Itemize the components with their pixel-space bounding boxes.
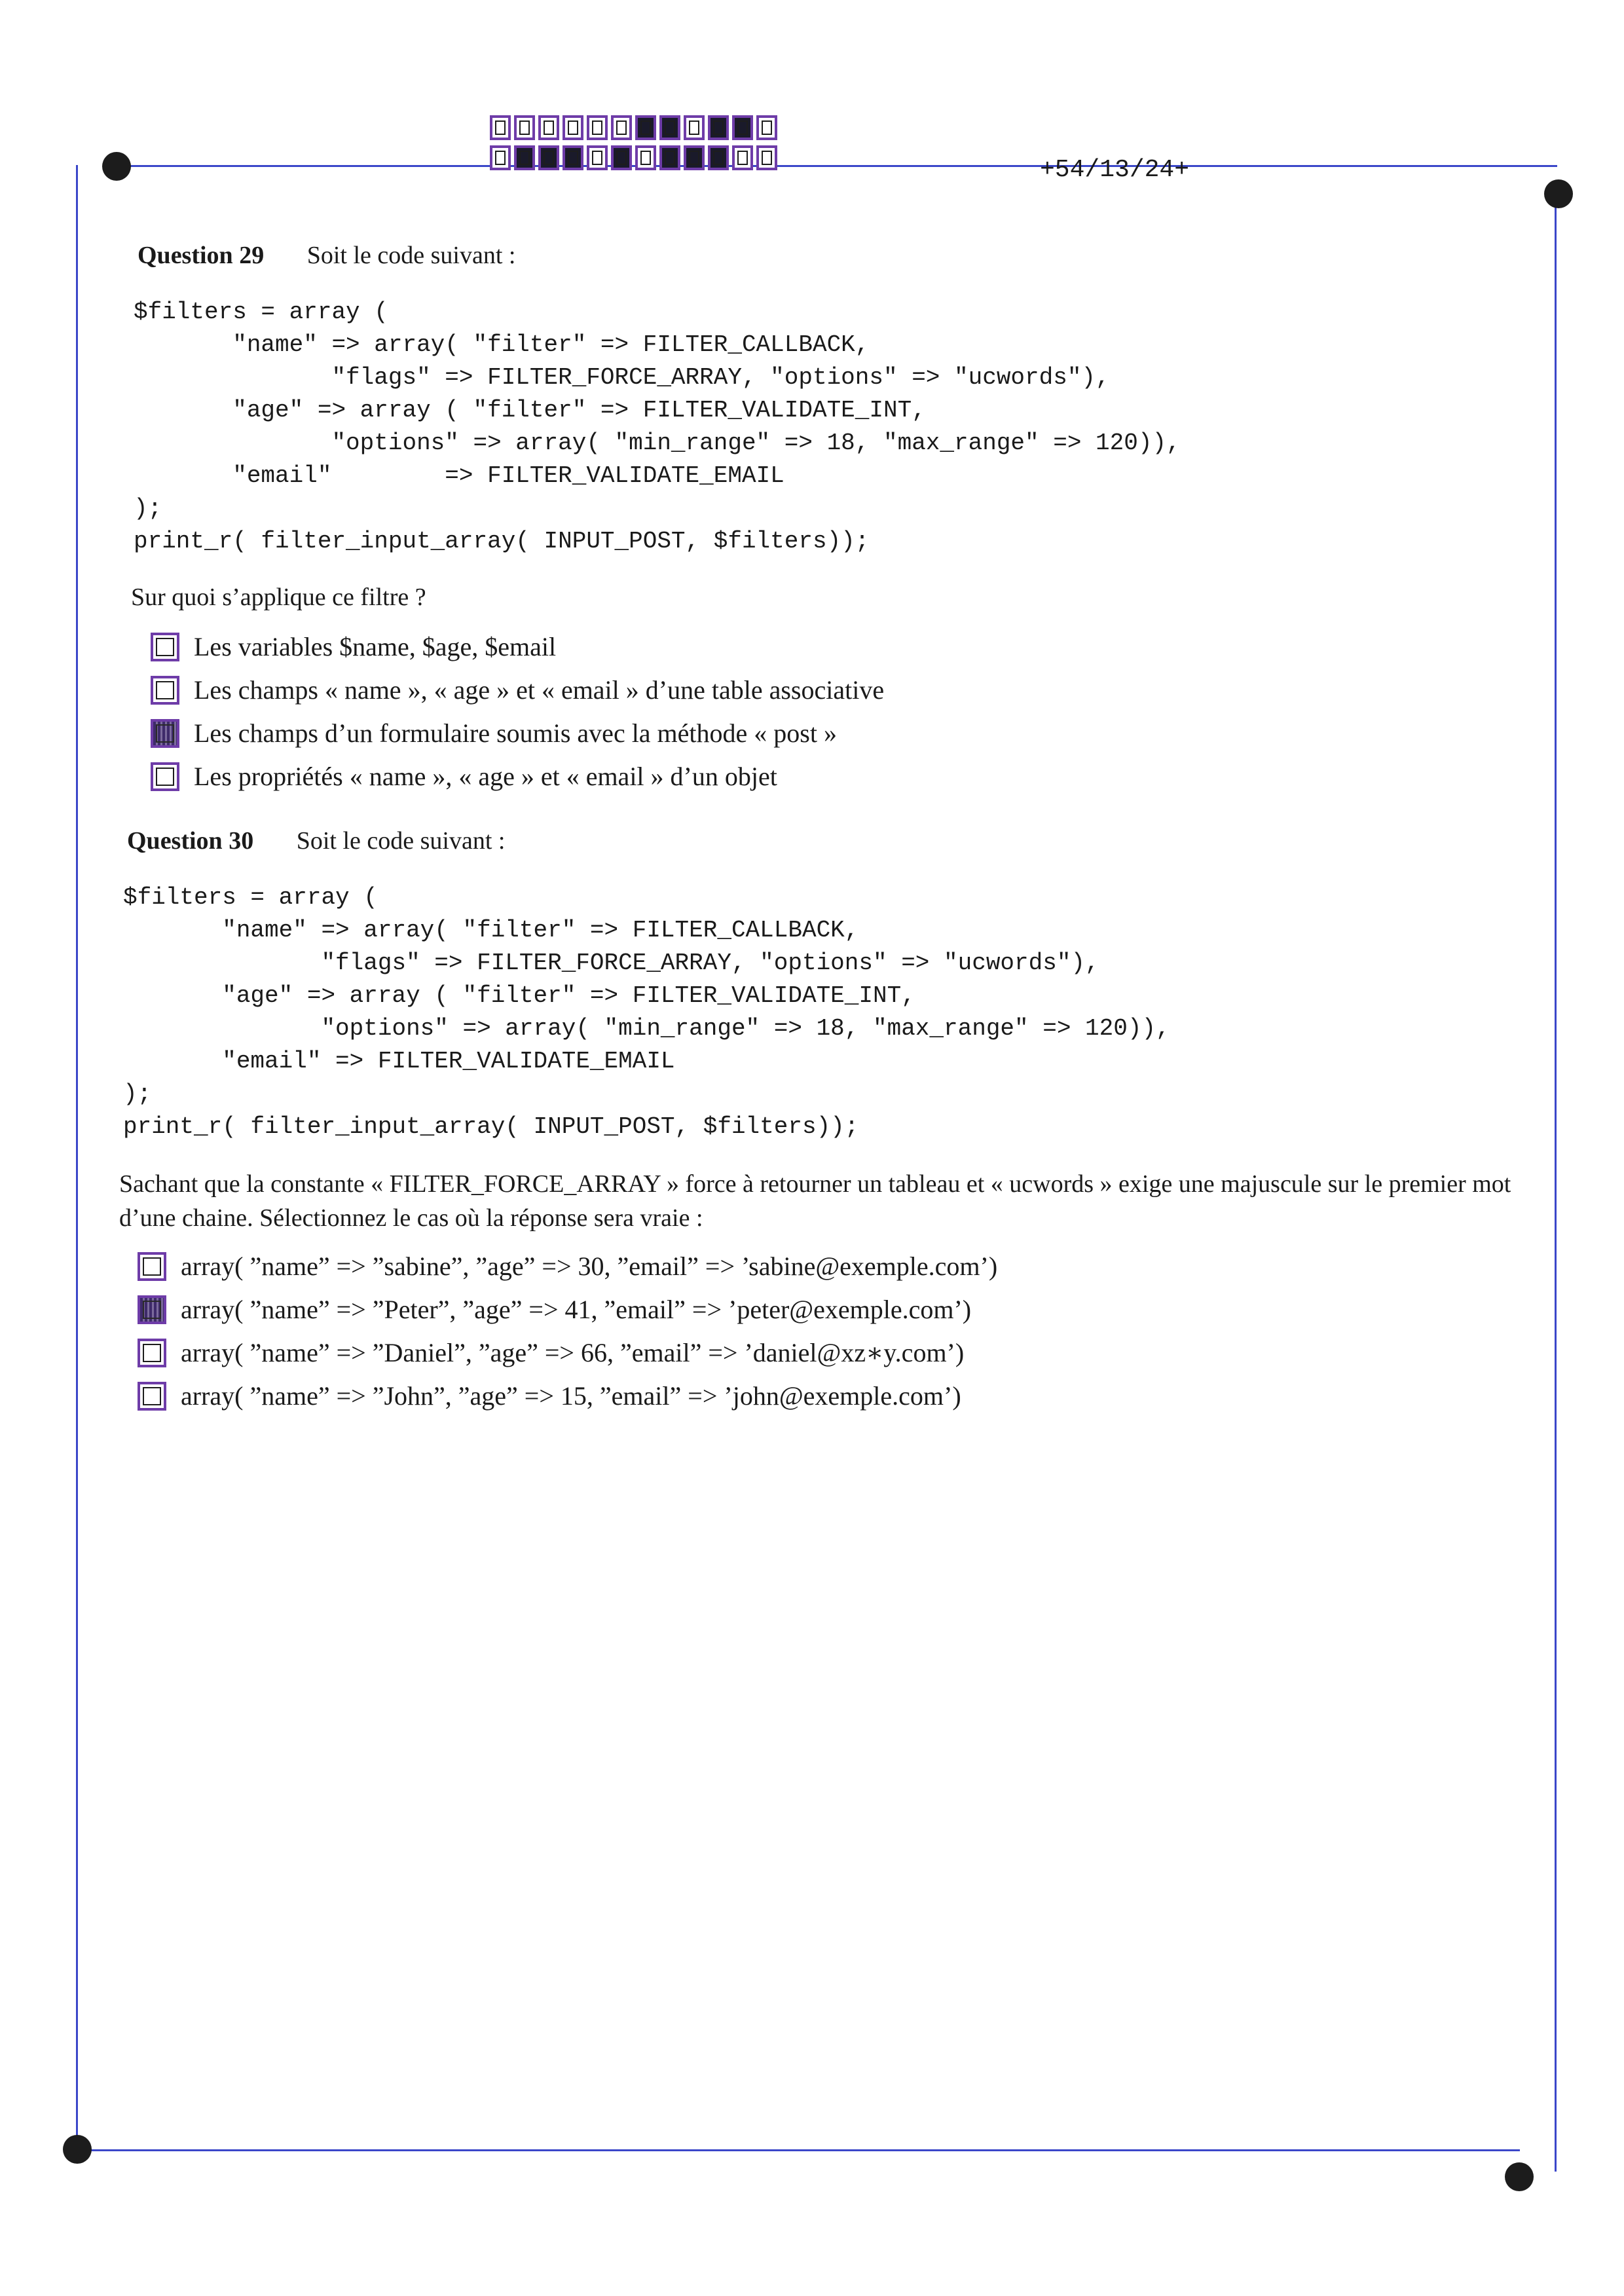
checkbox-unchecked[interactable]	[151, 633, 179, 661]
corner-marker-top-left	[102, 152, 131, 181]
barcode-cell	[563, 145, 583, 170]
barcode-cell	[490, 145, 511, 170]
answer-label: Les propriétés « name », « age » et « email » d’un objet	[194, 762, 777, 791]
barcode-cell	[635, 145, 656, 170]
checkbox-unchecked[interactable]	[138, 1382, 166, 1411]
q30-answer-option[interactable]	[138, 1251, 997, 1282]
frame-bottom	[76, 2149, 1520, 2151]
checkbox-unchecked[interactable]	[138, 1339, 166, 1367]
barcode-bottom-row	[490, 145, 777, 170]
q29-answer-option[interactable]	[151, 631, 556, 662]
barcode-cell	[684, 145, 705, 170]
corner-marker-bottom-right	[1505, 2162, 1534, 2191]
barcode-cell	[756, 115, 777, 140]
frame-top	[115, 165, 1557, 167]
q30-answer-option[interactable]	[138, 1294, 971, 1325]
answer-label: array( ”name” => ”Daniel”, ”age” => 66, ”email” => ’daniel@xz∗y.com’)	[181, 1338, 965, 1367]
barcode-cell	[490, 115, 511, 140]
answer-label: array( ”name” => ”John”, ”age” => 15, ”email” => ’john@exemple.com’)	[181, 1381, 961, 1411]
q29-header	[138, 241, 515, 270]
answer-label: Les champs « name », « age » et « email » d’une table associative	[194, 675, 885, 705]
q30-answer-option[interactable]	[138, 1337, 964, 1368]
barcode-top-row	[490, 115, 777, 140]
q30-code-block: $filters = array ( "name" => array( "filter" => FILTER_CALLBACK, "flags" => FILTER_FORCE_ARRAY, "options" => "ucwords"), "age" => array ( "filter" => FILTER_VALIDATE_INT, "options" => array( "min_range" => 18, "max_range" => 120)), "email" => FILTER_VALIDATE_EMAIL ); print_r( filter_input_array( INPUT_POST, $filters));	[123, 884, 1170, 1140]
answer-label: Les champs d’un formulaire soumis avec la méthode « post »	[194, 718, 837, 748]
q29-prompt: Sur quoi s’applique ce filtre ?	[131, 583, 426, 611]
barcode-cell	[732, 145, 753, 170]
corner-marker-bottom-left	[63, 2135, 92, 2164]
barcode-cell	[587, 115, 608, 140]
checkbox-unchecked[interactable]	[151, 762, 179, 791]
q30-prompt: Sachant que la constante « FILTER_FORCE_ARRAY » force à retourner un tableau et « ucwords » exige une majuscule sur le premier mot d’une chaine. Sélectionnez le cas où la réponse sera vraie :	[119, 1170, 1511, 1232]
checkbox-checked[interactable]	[151, 719, 179, 748]
q29-answer-option[interactable]	[151, 718, 837, 749]
answer-label: Les variables $name, $age, $email	[194, 632, 557, 661]
barcode-cell	[732, 115, 753, 140]
barcode-cell	[659, 115, 680, 140]
barcode-cell	[708, 115, 729, 140]
answer-label: array( ”name” => ”sabine”, ”age” => 30, ”email” => ’sabine@exemple.com’)	[181, 1251, 998, 1281]
q29-intro: Soit le code suivant :	[306, 242, 516, 269]
barcode-cell	[708, 145, 729, 170]
checkbox-unchecked[interactable]	[151, 676, 179, 705]
q29-answer-option[interactable]	[151, 675, 884, 705]
page-id-label: +54/13/24+	[1040, 156, 1190, 184]
q30-intro: Soit le code suivant :	[296, 827, 506, 855]
q30-header	[127, 826, 505, 855]
q30-answer-option[interactable]	[138, 1380, 961, 1411]
checkbox-checked[interactable]	[138, 1295, 166, 1324]
barcode-cell	[538, 145, 559, 170]
checkbox-unchecked[interactable]	[138, 1252, 166, 1281]
q29-code-block: $filters = array ( "name" => array( "filter" => FILTER_CALLBACK, "flags" => FILTER_FORCE_ARRAY, "options" => "ucwords"), "age" => array ( "filter" => FILTER_VALIDATE_INT, "options" => array( "min_range" => 18, "max_range" => 120)), "email" => FILTER_VALIDATE_EMAIL ); print_r( filter_input_array( INPUT_POST, $filters));	[134, 299, 1181, 555]
q29-answer-option[interactable]	[151, 761, 777, 792]
barcode-cell	[514, 145, 535, 170]
corner-marker-top-right	[1544, 179, 1573, 208]
frame-right	[1555, 194, 1557, 2172]
barcode-cell	[611, 115, 632, 140]
barcode-cell	[611, 145, 632, 170]
barcode-cell	[538, 115, 559, 140]
answer-label: array( ”name” => ”Peter”, ”age” => 41, ”email” => ’peter@exemple.com’)	[181, 1295, 972, 1324]
barcode-cell	[684, 115, 705, 140]
barcode-cell	[563, 115, 583, 140]
q29-title: Question 29	[138, 242, 265, 269]
barcode-cell	[587, 145, 608, 170]
barcode-cell	[756, 145, 777, 170]
barcode-cell	[635, 115, 656, 140]
barcode-cell	[659, 145, 680, 170]
q30-title: Question 30	[127, 827, 254, 855]
barcode-cell	[514, 115, 535, 140]
frame-left	[76, 165, 78, 2149]
